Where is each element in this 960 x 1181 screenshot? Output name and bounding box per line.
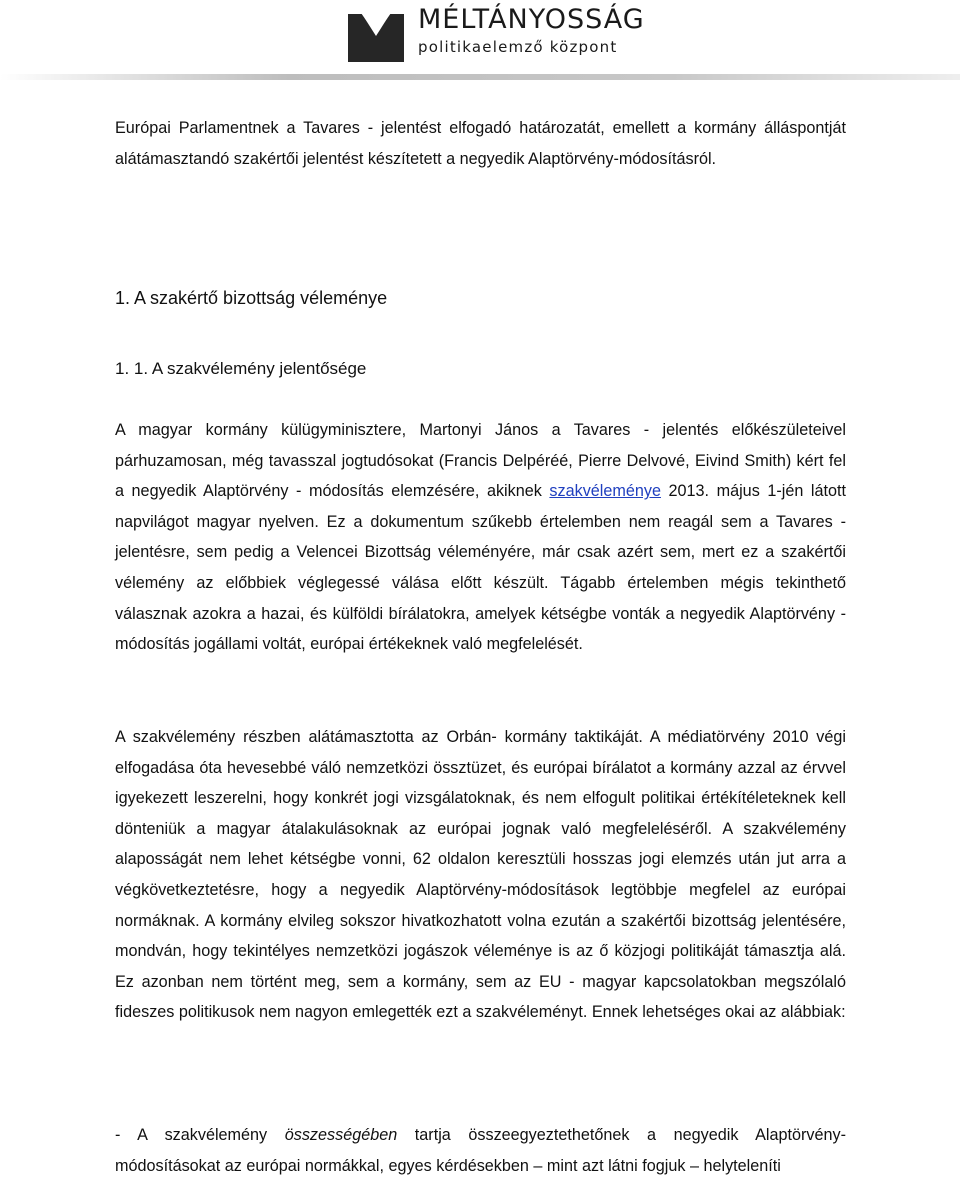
paragraph-1 [115,415,846,660]
header-divider [0,74,960,80]
logo-subtitle: politikaelemző központ [418,38,618,56]
logo-name: MÉLTÁNYOSSÁG [418,4,645,35]
paragraph-3-text-b: tartja összeegyeztethetőnek a negyedik Alaptörvény-módosításokat az európai normákkal, egyes kérdésekben – mint azt látni fogjuk – helyteleníti [115,1126,846,1175]
mertek-logo-icon [348,6,404,62]
paragraph-3-text-a: - A szakvélemény [115,1126,285,1144]
page-header [0,0,960,84]
document-body [115,113,846,1175]
paragraph-1-text-a: A magyar kormány külügyminisztere, Martonyi János a Tavares - jelentés előkészületeivel párhuzamosan, még tavasszal jogtudósokat (Francis Delpéréé, Pierre Delvové, Eivind Smith) kért fel a negyedik Alaptörvény - módosítás elemzésére, akiknek [115,421,846,501]
logo-text [418,4,645,58]
intro-paragraph: Európai Parlamentnek a Tavares - jelentést elfogadó határozatát, emellett a kormány álláspontját alátámasztandó szakértői jelentést készítetett a negyedik Alaptörvény-módosításról. [115,119,846,168]
paragraph-1-text-b: 2013. május 1-jén látott napvilágot magyar nyelven. Ez a dokumentum szűkebb értelemben nem reagál sem a Tavares - jelentésre, sem pedig a Velencei Bizottság véleményére, már csak azért sem, mert ez a szakértői vélemény az előbbiek véglegessé válása előtt készült. Tágabb értelemben mégis tekinthető válasznak azokra a hazai, és külföldi bírálatokra, amelyek kétségbe vonták a negyedik Alaptörvény - módosítás jogállami voltát, európai értékeknek való megfelelését. [115,482,846,654]
paragraph-3-emphasis: összességében [284,1126,398,1144]
paragraph-2: A szakvélemény részben alátámasztotta az Orbán- kormány taktikáját. A médiatörvény 2010 végi elfogadása óta hevesebbé váló nemzetközi össztüzet, és európai bírálatot a kormány azzal az érvvel igyekezett leszerelni, hogy konkrét jogi vizsgálatoknak, és nem elfogult politikai értékítéleteknek kell dönteniük a magyar átalakulásoknak az európai jognak való megfeleléséről. A szakvélemény alaposságát nem lehet kétségbe vonni, 62 oldalon keresztüli hosszas jogi elemzés után jut arra a végkövetkeztetésre, hogy a negyedik Alaptörvény-módosítások legtöbbje megfelel az európai normáknak. A kormány elvileg sokszor hivatkozhatott volna ezután a szakértői bizottság jelentésére, mondván, hogy tekintélyes nemzetközi jogászok véleménye is az ő közjogi politikáját támasztja alá. Ez azonban nem történt meg, sem a kormány, sem az EU - magyar kapcsolatokban megszólaló fideszes politikusok nem nagyon emlegették ezt a szakvéleményt. Ennek lehetséges okai az alábbiak: [115,728,846,1022]
szakvelemeny-link[interactable]: szakvéleménye [549,482,661,501]
subsection-heading: 1. 1. A szakvélemény jelentősége [115,359,367,378]
paragraph-3 [115,1120,846,1181]
section-heading: 1. A szakértő bizottság véleménye [115,288,388,308]
